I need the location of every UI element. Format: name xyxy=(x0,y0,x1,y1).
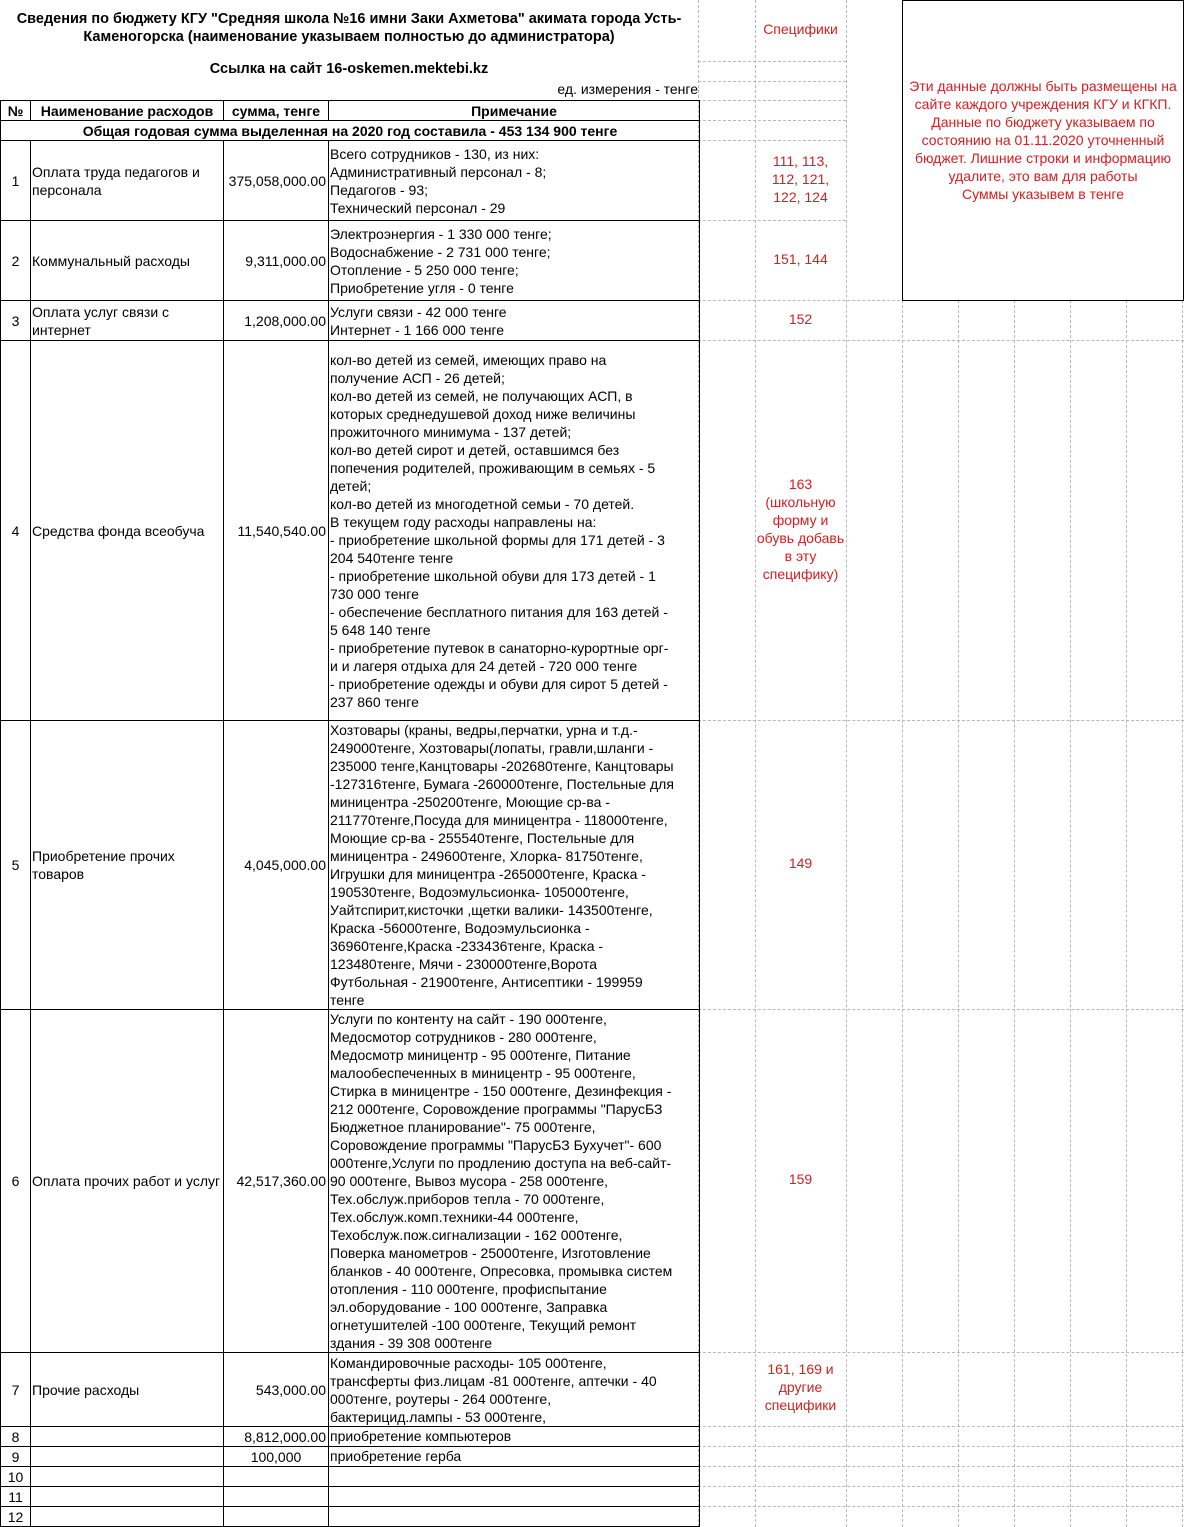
budget-table xyxy=(0,100,700,1527)
row-note: Хозтовары (краны, ведры,перчатки, урна и т.д.- 249000тенге, Хозтовары(лопаты, гравли,шланги - 235000 тенге,Канцтовары -202680тенге, Канцтовары -127316тенге, Бумага -260000тенге, Постельные для миницентра -250200тенге, Моющие ср-ва - 211770тенге,Посуда для миницентра - 118000тенге, Моющие ср-ва - 255540тенге, Постельные для миницентра - 249600тенге, Хлорка- 81750тенге, Игрушки для миницентра -265000тенге, Краска - 190530тенге, Водоэмульсионка- 105000тенге, Уайтспирит,кисточки ,щетки валики- 143500тенге, Краска -56000тенге, Водоэмульсионка - 36960тенге,Краска -233436тенге, Краска - 123480тенге, Мячи - 230000тенге,Ворота Футбольная - 21900тенге, Антисептики - 199959 тенге xyxy=(329,721,700,1010)
row-note xyxy=(329,1467,700,1487)
row-num: 9 xyxy=(1,1447,31,1467)
row-name xyxy=(31,1467,224,1487)
table-row xyxy=(1,1427,700,1447)
row-name: Приобретение прочих товаров xyxy=(31,721,224,1010)
spec-row-7: 161, 169 и другие специфики xyxy=(764,1361,837,1413)
row-amount: 100,000 xyxy=(224,1447,329,1467)
row-name xyxy=(31,1447,224,1467)
spec-header: Специфики xyxy=(763,21,838,37)
row-amount: 543,000.00 xyxy=(224,1353,329,1427)
row-name: Оплата труда педагогов и персонала xyxy=(31,141,224,221)
col-header-amount: сумма, тенге xyxy=(224,101,329,121)
row-name: Коммунальный расходы xyxy=(31,221,224,301)
row-num: 10 xyxy=(1,1467,31,1487)
instruction-text: Эти данные должны быть размещены на сайте каждого учреждения КГУ и КГКП. Данные по бюджету указываем по состоянию на 01.11.2020 уточненный бюджет. Лишние строки и информацию удалите, это вам для работы Суммы указывем в тенге xyxy=(909,78,1177,202)
row-name: Средства фонда всеобуча xyxy=(31,341,224,721)
row-name: Прочие расходы xyxy=(31,1353,224,1427)
table-row xyxy=(1,1507,700,1527)
row-note: Командировочные расходы- 105 000тенге, трансферты физ.лицам -81 000тенге, аптечки - 40 000тенге, роутеры - 264 000тенге, бактерицид.лампы - 53 000тенге, xyxy=(329,1353,700,1427)
row-num: 5 xyxy=(1,721,31,1010)
table-row xyxy=(1,141,700,221)
row-amount xyxy=(224,1467,329,1487)
row-note xyxy=(329,1487,700,1507)
table-row xyxy=(1,1487,700,1507)
col-header-name: Наименование расходов xyxy=(31,101,224,121)
table-row xyxy=(1,721,700,1010)
row-amount: 8,812,000.00 xyxy=(224,1427,329,1447)
row-amount: 9,311,000.00 xyxy=(224,221,329,301)
row-amount xyxy=(224,1507,329,1527)
document-title: Сведения по бюджету КГУ "Средняя школа №16 имни Заки Ахметова" акимата города Усть-Каменогорска (наименование указываем полностью до администратора) xyxy=(16,11,682,45)
table-row xyxy=(1,1010,700,1353)
row-num: 6 xyxy=(1,1010,31,1353)
row-name xyxy=(31,1427,224,1447)
spec-row-6: 159 xyxy=(788,1171,813,1187)
table-row xyxy=(1,1447,700,1467)
row-num: 2 xyxy=(1,221,31,301)
row-note: Услуги связи - 42 000 тенге Интернет - 1 166 000 тенге xyxy=(329,301,700,341)
row-note: приобретение герба xyxy=(329,1447,700,1467)
row-amount: 4,045,000.00 xyxy=(224,721,329,1010)
row-note: Электроэнергия - 1 330 000 тенге; Водоснабжение - 2 731 000 тенге; Отопление - 5 250 000 тенге; Приобретение угля - 0 тенге xyxy=(329,221,700,301)
row-num: 3 xyxy=(1,301,31,341)
row-note: кол-во детей из семей, имеющих право на получение АСП - 26 детей; кол-во детей из семей, не получающих АСП, в которых среднедушевой доход ниже величины прожиточного минимума - 137 детей; кол-во детей сирот и детей, оставшимся без попечения родителей, проживающим в семьях - 5 детей; кол-во детей из многодетной семьи - 70 детей. В текущем году расходы направлены на: - приобретение школьной формы для 171 детей - 3 204 540тенге тенге - приобретение школьной обуви для 173 детей - 1 730 000 тенге - обеспечение бесплатного питания для 163 детей - 5 648 140 тенге - приобретение путевок в санаторно-курортные орг- и и лагеря отдыха для 24 детей - 720 000 тенге - приобретение одежды и обуви для сирот 5 детей - 237 860 тенге xyxy=(329,341,700,721)
row-name xyxy=(31,1487,224,1507)
row-num: 11 xyxy=(1,1487,31,1507)
row-amount: 11,540,540.00 xyxy=(224,341,329,721)
row-name xyxy=(31,1507,224,1527)
row-num: 7 xyxy=(1,1353,31,1427)
unit-label: ед. измерения - тенге xyxy=(557,81,698,97)
row-amount xyxy=(224,1487,329,1507)
row-name: Оплата прочих работ и услуг xyxy=(31,1010,224,1353)
row-num: 12 xyxy=(1,1507,31,1527)
total-text: Общая годовая сумма выделенная на 2020 год составила - 453 134 900 тенге xyxy=(1,121,700,141)
row-num: 4 xyxy=(1,341,31,721)
table-row xyxy=(1,341,700,721)
table-header-row xyxy=(1,101,700,121)
row-note: приобретение компьютеров xyxy=(329,1427,700,1447)
row-num: 8 xyxy=(1,1427,31,1447)
row-num: 1 xyxy=(1,141,31,221)
instruction-box xyxy=(902,0,1184,301)
spec-row-4: 163 (школьную форму и обувь добавь в эту специфику) xyxy=(756,476,845,582)
row-name: Оплата услуг связи с интернет xyxy=(31,301,224,341)
row-note xyxy=(329,1507,700,1527)
col-header-num: № xyxy=(1,101,31,121)
row-amount: 42,517,360.00 xyxy=(224,1010,329,1353)
col-header-note: Примечание xyxy=(329,101,700,121)
spec-row-5: 149 xyxy=(788,855,813,871)
table-row xyxy=(1,221,700,301)
spec-row-1: 111, 113, 112, 121, 122, 124 xyxy=(771,153,830,205)
table-row xyxy=(1,301,700,341)
table-row xyxy=(1,1467,700,1487)
spec-row-3: 152 xyxy=(788,311,813,327)
row-amount: 1,208,000.00 xyxy=(224,301,329,341)
row-note: Услуги по контенту на сайт - 190 000тенге, Медосмотор сотрудников - 280 000тенге, Медосмотр миницентр - 95 000тенге, Питание малообеспеченных в миницентр - 95 000тенге, Стирка в миницентре - 150 000тенге, Дезинфекция - 212 000тенге, Соровождение программы "ПарусБЗ Бюджетное планирование"- 75 000тенге, Соровождение программы "ПарусБЗ Бухучет"- 600 000тенге,Услуги по продлению доступа на веб-сайт- 90 000тенге, Вывоз мусора - 258 000тенге, Тех.обслуж.приборов тепла - 70 000тенге, Тех.обслуж.комп.техники-44 000тенге, Техобслуж.пож.сигнализации - 162 000тенге, Поверка манометров - 25000тенге, Изготовление бланков - 40 000тенге, Опресовка, промывка систем отопления - 110 000тенге, профиспытание эл.оборудование - 100 000тенге, Заправка огнетушителей -100 000тенге, Текущий ремонт здания - 39 308 000тенге xyxy=(329,1010,700,1353)
row-amount: 375,058,000.00 xyxy=(224,141,329,221)
spec-row-2: 151, 144 xyxy=(773,251,828,267)
table-row xyxy=(1,1353,700,1427)
total-row xyxy=(1,121,700,141)
row-note: Всего сотрудников - 130, из них: Административный персонал - 8; Педагогов - 93; Технический персонал - 29 xyxy=(329,141,700,221)
site-link-text: Ссылка на сайт 16-oskemen.mektebi.kz xyxy=(209,61,489,77)
